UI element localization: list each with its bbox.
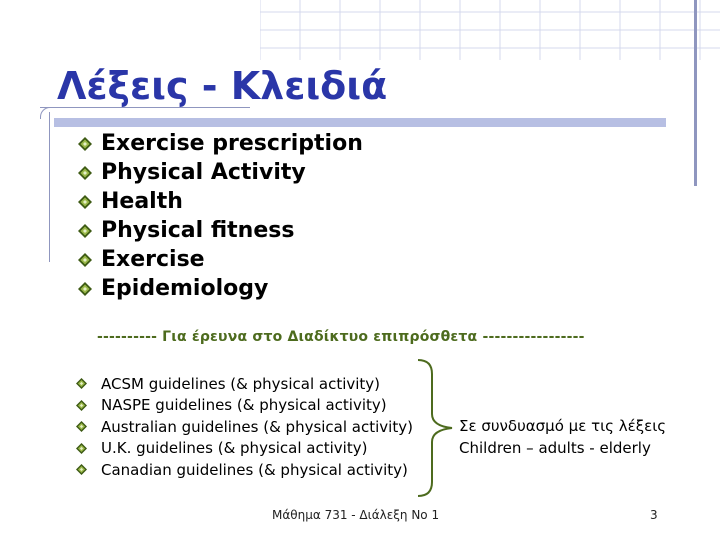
keyword-item <box>78 274 363 303</box>
guideline-text: NASPE guidelines (& physical activity) <box>101 396 387 415</box>
keyword-item <box>78 245 363 274</box>
slide-title: Λέξεις - Κλειδιά <box>57 64 388 108</box>
diamond-bullet-icon <box>78 195 92 209</box>
keyword-text: Physical fitness <box>101 218 295 243</box>
keyword-item <box>78 216 363 245</box>
guideline-text: Canadian guidelines (& physical activity) <box>101 460 408 479</box>
guideline-item <box>76 395 413 417</box>
diamond-bullet-icon <box>76 421 87 432</box>
guideline-list <box>76 373 413 481</box>
guideline-text: ACSM guidelines (& physical activity) <box>101 374 381 393</box>
keyword-text: Exercise prescription <box>101 131 363 156</box>
guideline-text: Australian guidelines (& physical activity) <box>101 417 413 436</box>
guideline-item <box>76 459 413 481</box>
combination-line-1: Σε συνδυασμό με τις λέξεις <box>459 417 667 435</box>
guideline-item <box>76 438 413 460</box>
diamond-bullet-icon <box>76 400 87 411</box>
decorative-vertical-line-left <box>49 112 50 262</box>
diamond-bullet-icon <box>76 443 87 454</box>
search-note: ---------- Για έρευνα στο Διαδίκτυο επιπρόσθετα ----------------- <box>97 329 585 345</box>
diamond-bullet-icon <box>78 253 92 267</box>
combination-note <box>459 416 666 459</box>
keyword-text: Physical Activity <box>101 160 306 185</box>
diamond-bullet-icon <box>76 378 87 389</box>
decorative-corner <box>40 107 52 119</box>
keyword-item <box>78 187 363 216</box>
keyword-text: Health <box>101 189 183 214</box>
diamond-bullet-icon <box>76 464 87 475</box>
decorative-grid <box>260 0 720 60</box>
keyword-text: Epidemiology <box>101 276 269 301</box>
diamond-bullet-icon <box>78 224 92 238</box>
keyword-text: Exercise <box>101 247 205 272</box>
diamond-bullet-icon <box>78 282 92 296</box>
page-number: 3 <box>650 508 658 522</box>
diamond-bullet-icon <box>78 137 92 151</box>
diamond-bullet-icon <box>78 166 92 180</box>
combination-line-2: Children – adults - elderly <box>459 438 651 457</box>
title-underline-bar <box>54 118 666 127</box>
guideline-text: U.K. guidelines (& physical activity) <box>101 439 368 458</box>
keyword-list <box>78 129 363 303</box>
footer-course-label: Μάθημα 731 - Διάλεξη Νο 1 <box>272 508 440 522</box>
decorative-vertical-line-right <box>694 0 697 186</box>
guideline-item <box>76 373 413 395</box>
keyword-item <box>78 158 363 187</box>
guideline-item <box>76 416 413 438</box>
keyword-item <box>78 129 363 158</box>
